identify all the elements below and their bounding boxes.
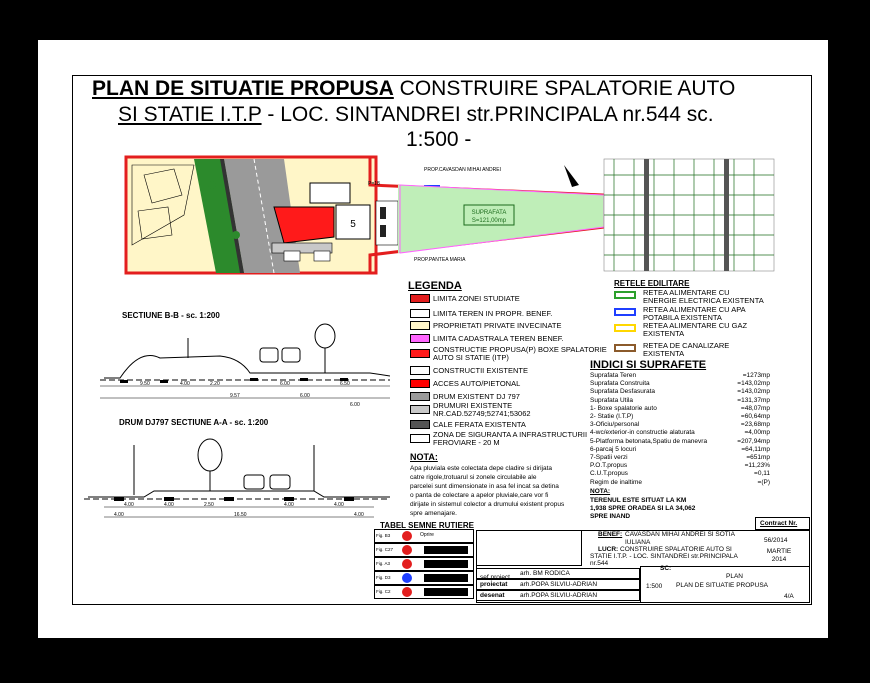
legend-item xyxy=(410,320,610,331)
sheet-number: 4/A xyxy=(784,593,794,600)
index-row xyxy=(590,446,770,454)
legend-label: CALE FERATA EXISTENTA xyxy=(433,419,526,429)
title-bold: PLAN DE SITUATIE PROPUSA xyxy=(92,77,394,100)
role-label: desenat xyxy=(480,592,505,599)
contract-label: Contract Nr. xyxy=(760,520,798,527)
plan-label: PLAN xyxy=(726,573,743,580)
legend-label: PROPRIETATI PRIVATE INVECINATE xyxy=(433,320,562,330)
indices-title: INDICI SI SUPRAFETE xyxy=(590,359,707,371)
indices-nota-3: SPRE INAND xyxy=(590,513,631,520)
note-line: Apa pluviala este colectata depe cladire si dirijata xyxy=(410,465,553,472)
index-label: Suprafata Utila xyxy=(590,396,633,404)
section-bb-title: SECTIUNE B-B - sc. 1:200 xyxy=(122,311,220,320)
legend-item xyxy=(410,419,610,430)
legend-swatch xyxy=(410,405,430,414)
legend-item xyxy=(410,378,610,389)
sign-icon xyxy=(402,531,412,541)
aa-dim-3: 2.50 xyxy=(204,502,214,508)
index-row xyxy=(590,479,770,487)
bb-dim-3: 2.20 xyxy=(210,381,220,387)
legend-swatch xyxy=(410,379,430,388)
index-value: =207,94mp xyxy=(737,437,770,445)
network-label: RETEA DE CANALIZARE EXISTENTA xyxy=(643,341,730,358)
legend-swatch xyxy=(410,334,430,343)
bb-dim-6: 9.57 xyxy=(230,393,240,399)
sign-icon xyxy=(402,587,412,597)
bb-dim-8: 6.00 xyxy=(350,402,360,408)
index-row xyxy=(590,405,770,413)
legend-item xyxy=(410,308,610,319)
legend-label: DRUMURI EXISTENTE NR.CAD.52749;52741;53062 xyxy=(433,400,531,418)
sign-code: Fig. C2 xyxy=(376,589,391,594)
legend-item xyxy=(410,344,610,362)
note-line: dirijate in sistemul colector a drumului existent propus xyxy=(410,501,565,508)
index-row xyxy=(590,454,770,462)
legend-swatch xyxy=(410,349,430,358)
index-label: 2- Statie (I.T.P) xyxy=(590,413,634,420)
networks-title: RETELE EDILITARE xyxy=(614,279,690,288)
network-label: RETEA ALIMENTARE CU GAZ EXISTENTA xyxy=(643,321,748,338)
legend-swatch xyxy=(410,321,430,330)
network-item xyxy=(614,289,764,305)
legend-label: ACCES AUTO/PIETONAL xyxy=(433,378,521,388)
index-label: 1- Boxe spalatorie auto xyxy=(590,404,657,412)
index-label: 6-parcaj 5 locuri xyxy=(590,445,637,453)
note-line: spre amenajare. xyxy=(410,510,457,517)
title-rest: CONSTRUIRE SPALATORIE AUTO xyxy=(393,77,736,100)
owner-bottom: PROP.PANTEA MARIA xyxy=(414,257,466,263)
benef-value: CAVASDAN MIHAI ANDREI SI SOTIA IULIANA xyxy=(625,531,735,546)
network-swatch xyxy=(614,344,636,352)
sign-icon xyxy=(402,559,412,569)
aa-dim-2: 4.00 xyxy=(164,502,174,508)
network-label: RETEA ALIMENTARE CU ENERGIE ELECTRICA EXISTENTA xyxy=(643,288,764,305)
legend-item xyxy=(410,429,610,447)
index-label: Suprafata Desfasurata xyxy=(590,388,656,396)
role-name: arh.POPA SILVIU-ADRIAN xyxy=(520,592,598,599)
index-value: =11,23% xyxy=(744,462,770,470)
contract-value: 56/2014 xyxy=(764,537,788,544)
indices-nota-title: NOTA: xyxy=(590,488,611,495)
index-row xyxy=(590,413,770,421)
network-swatch xyxy=(614,291,636,299)
title-itp: SI STATIE I.T.P xyxy=(118,103,262,126)
index-label: Suprafata Construita xyxy=(590,380,650,388)
index-label: Regim de inaltime xyxy=(590,478,643,486)
index-row xyxy=(590,462,770,470)
index-label: C.U.T.propus xyxy=(590,470,628,478)
note-line: o panta de colectare a apelor pluviale,care vor fi xyxy=(410,492,549,499)
index-label: P.O.T.propus xyxy=(590,462,628,470)
legend-label: DRUM EXISTENT DJ 797 xyxy=(433,391,520,401)
sign-code: Fig. C27 xyxy=(376,547,394,552)
parking-label: P=18 xyxy=(368,181,380,187)
index-value: =143,02mp xyxy=(737,388,770,396)
role-name: arh. BM RODICA xyxy=(520,570,570,577)
index-row xyxy=(590,388,770,396)
legend-label: CONSTRUCTII EXISTENTE xyxy=(433,365,529,375)
index-value: =4,00mp xyxy=(744,429,770,437)
sign-desc-fill xyxy=(424,546,468,554)
network-item xyxy=(614,342,764,358)
legend-swatch xyxy=(410,366,430,375)
sign-icon xyxy=(402,573,412,583)
indices-nota-2: 1,938 SPRE ORADEA SI LA 34,062 xyxy=(590,505,696,512)
network-swatch xyxy=(614,324,636,332)
sef-cell xyxy=(476,530,582,566)
sign-desc-fill xyxy=(424,574,468,582)
legend-item xyxy=(410,333,610,344)
legend-label: LIMITA TEREN IN PROPR. BENEF. xyxy=(433,308,553,318)
index-value: =48,07mp xyxy=(740,404,770,412)
legend-label: LIMITA CADASTRALA TEREN BENEF. xyxy=(433,333,564,343)
index-value: =(P) xyxy=(757,478,770,486)
index-row xyxy=(590,372,770,380)
legend-title: LEGENDA xyxy=(408,280,462,292)
legend-label: CONSTRUCTIE PROPUSA(P) BOXE SPALATORIE AUTO SI STATIE (ITP) xyxy=(433,344,607,362)
building-number: 5 xyxy=(350,219,356,230)
index-label: 4-wc/exterior-in constructie alaturata xyxy=(590,429,695,437)
index-row xyxy=(590,397,770,405)
note-line: catre rigole,trotuarul si zonele circulabile ale xyxy=(410,474,537,481)
title-scale: 1:500 - xyxy=(406,128,472,151)
network-label: RETEA ALIMENTARE CU APA POTABILA EXISTENTA xyxy=(643,305,746,322)
sign-desc-fill xyxy=(424,560,468,568)
section-aa-title: DRUM DJ797 SECTIUNE A-A - sc. 1:200 xyxy=(119,418,269,427)
index-value: =23,68mp xyxy=(740,421,770,429)
sign-desc: Oprire xyxy=(420,532,434,538)
index-value: =0,11 xyxy=(754,470,770,478)
lucr-value: CONSTRUIRE SPALATORIE AUTO SI STATIE I.T.P. - LOC. SINTANDREI str.PRINCIPALA nr.544 xyxy=(590,546,738,567)
bb-dim-1: 9.50 xyxy=(140,381,150,387)
legend-item xyxy=(410,293,610,304)
legend-swatch xyxy=(410,434,430,443)
note-line: parcelei sunt dimensionate in asa fel incat sa detina xyxy=(410,483,559,490)
bb-dim-4: 6.00 xyxy=(280,381,290,387)
title-location: - LOC. SINTANDREI str.PRINCIPALA nr.544 sc. xyxy=(261,103,714,126)
aa-dim-1: 4.00 xyxy=(124,502,134,508)
aa-dim-5: 4.00 xyxy=(334,502,344,508)
owner-top: PROP.CAVASDAN MIHAI ANDREI xyxy=(424,167,501,173)
index-label: 3-Oficiu/personal xyxy=(590,421,640,429)
bb-dim-2: 4.00 xyxy=(180,381,190,387)
legend-label: ZONA DE SIGURANTA A INFRASTRUCTURII FEROVIARE - 20 M xyxy=(433,429,588,447)
legend-item xyxy=(410,400,610,418)
indices-nota-1: TERENUL ESTE SITUAT LA KM xyxy=(590,497,687,504)
index-value: =60,64mp xyxy=(740,413,770,420)
legend-item xyxy=(410,365,610,376)
index-value: =1273mp xyxy=(742,372,770,379)
site-plan xyxy=(124,155,780,275)
sign-desc-fill xyxy=(424,588,468,596)
network-swatch xyxy=(614,308,636,316)
index-row xyxy=(590,438,770,446)
role-label: proiectat xyxy=(480,581,508,588)
legend-swatch xyxy=(410,392,430,401)
index-row xyxy=(590,421,770,429)
bb-dim-7: 6.00 xyxy=(300,393,310,399)
network-item xyxy=(614,306,764,322)
plan-name: PLAN DE SITUATIE PROPUSA xyxy=(676,582,768,589)
aa-dim-8: 4.00 xyxy=(354,512,364,518)
aa-dim-7: 4.00 xyxy=(114,512,124,518)
index-value: =651mp xyxy=(746,454,770,461)
date: MARTIE 2014 xyxy=(766,548,792,563)
index-row xyxy=(590,380,770,388)
sign-code: Fig. A3 xyxy=(376,561,391,566)
section-bb-drawing xyxy=(100,318,390,410)
zone-label-2: S=121,00mp xyxy=(471,218,507,224)
sign-code: Fig. D3 xyxy=(376,575,391,580)
legend-label: LIMITA ZONEI STUDIATE xyxy=(433,293,520,303)
network-item xyxy=(614,322,764,338)
signs-title: TABEL SEMNE RUTIERE xyxy=(380,521,474,530)
aa-dim-6: 16.50 xyxy=(234,512,247,518)
title-line-1 xyxy=(92,77,735,101)
role-name: arh.POPA SILVIU-ADRIAN xyxy=(520,581,598,588)
aa-dim-4: 4.00 xyxy=(284,502,294,508)
index-value: =131,37mp xyxy=(737,396,770,404)
index-value: =64,11mp xyxy=(741,445,770,453)
legend-swatch xyxy=(410,309,430,318)
index-label: 7-Spatii verzi xyxy=(590,454,628,461)
lucr-label: LUCR: xyxy=(598,546,619,553)
index-label: Suprafata Teren xyxy=(590,372,637,379)
sign-icon xyxy=(402,545,412,555)
sign-code: Fig. B3 xyxy=(376,533,391,538)
benef-label: BENEF: xyxy=(598,531,623,538)
title-line-2 xyxy=(118,103,714,127)
sef-label: sef proiect xyxy=(480,574,510,581)
note-title: NOTA: xyxy=(410,452,438,462)
index-row xyxy=(590,429,770,437)
legend-swatch xyxy=(410,294,430,303)
bb-dim-5: 6.50 xyxy=(340,381,350,387)
legend-swatch xyxy=(410,420,430,429)
index-label: 5-Platforma betonata,Spatiu de manevra xyxy=(590,437,708,445)
section-aa-drawing xyxy=(84,425,390,520)
index-row xyxy=(590,470,770,478)
zone-label-1: SUPRAFATA xyxy=(471,210,507,216)
scale-value: 1:500 xyxy=(646,583,663,590)
index-value: =143,02mp xyxy=(737,380,770,388)
scale-label: SC: xyxy=(660,565,672,572)
